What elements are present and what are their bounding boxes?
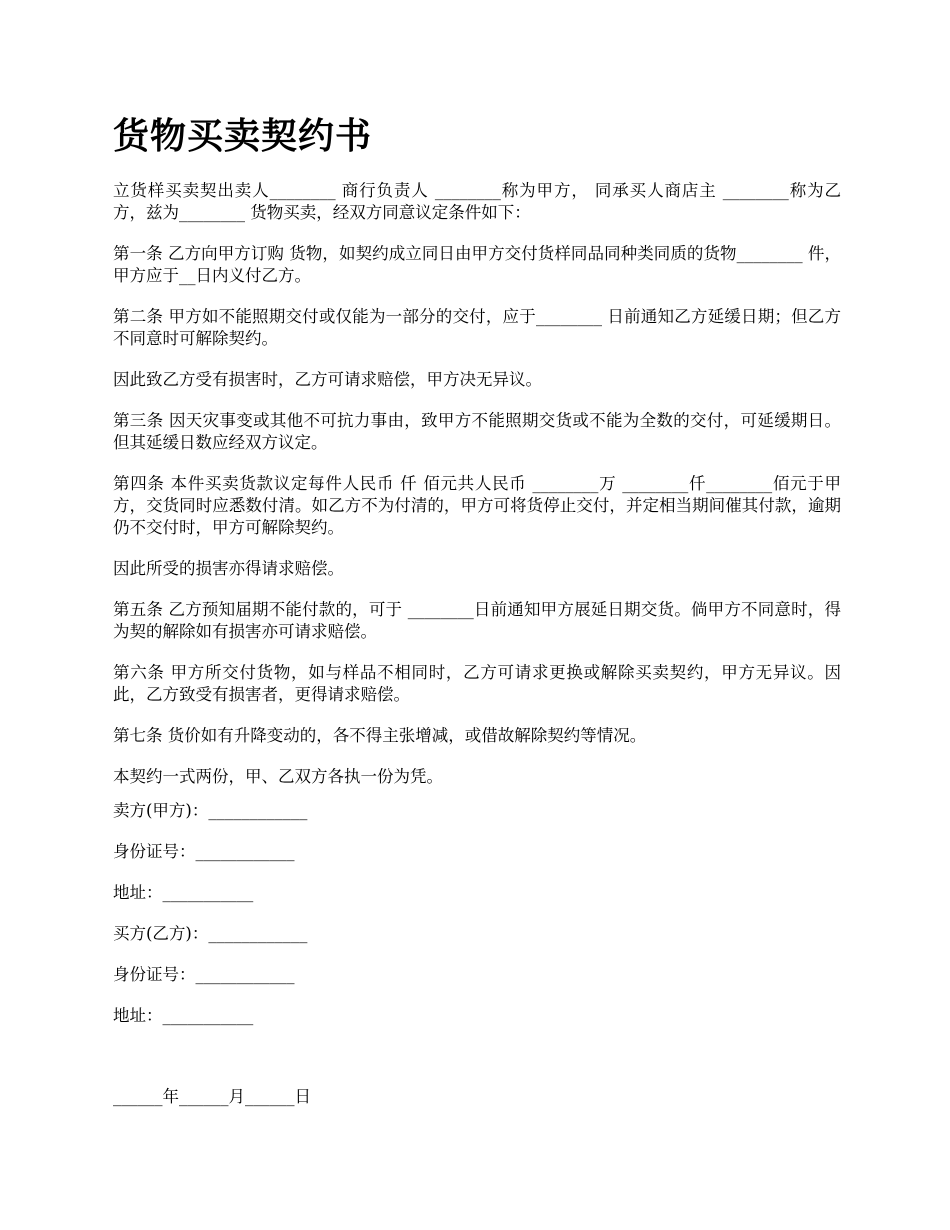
preamble-paragraph: 立货样买卖契出卖人________ 商行负责人 ________称为甲方， 同承买人商店主 ________称为乙方，兹为________ 货物买卖，经双方同意议定条件如下： [113, 181, 841, 222]
signature-block [113, 800, 841, 1046]
article-3-paragraph: 第三条 因天灾事变或其他不可抗力事由，致甲方不能照期交货或不能为全数的交付，可延缓期日。但其延缓日数应经双方议定。 [113, 411, 841, 452]
seller-signature-line: 卖方(甲方)：____________ [113, 801, 308, 820]
article-1-paragraph: 第一条 乙方向甲方订购 货物，如契约成立同日由甲方交付货样同品同种类同质的货物________ 件，甲方应于__日内义付乙方。 [113, 244, 841, 285]
document-title: 货物买卖契约书 [113, 115, 373, 157]
copies-paragraph: 本契约一式两份，甲、乙双方各执一份为凭。 [113, 767, 443, 786]
seller-address-line: 地址：___________ [113, 883, 254, 902]
seller-id-line: 身份证号：____________ [113, 842, 295, 861]
buyer-signature-line: 买方(乙方)：____________ [113, 924, 308, 943]
article-5-paragraph: 第五条 乙方预知届期不能付款的，可于 ________日前通知甲方展延日期交货。倘甲方不同意时，得为契的解除如有损害亦可请求赔偿。 [113, 600, 841, 641]
article-4-note-paragraph: 因此所受的损害亦得请求赔偿。 [113, 559, 344, 578]
article-7-paragraph: 第七条 货价如有升降变动的，各不得主张增减，或借故解除契约等情况。 [113, 726, 647, 745]
buyer-id-line: 身份证号：____________ [113, 965, 295, 984]
article-2-note-paragraph: 因此致乙方受有损害时，乙方可请求赔偿，甲方决无异议。 [113, 370, 542, 389]
article-6-paragraph: 第六条 甲方所交付货物，如与样品不相同时，乙方可请求更换或解除买卖契约，甲方无异议。因此，乙方致受有损害者，更得请求赔偿。 [113, 663, 841, 704]
article-2-paragraph: 第二条 甲方如不能照期交付或仅能为一部分的交付，应于________ 日前通知乙方延缓日期；但乙方不同意时可解除契约。 [113, 307, 841, 348]
contract-body [113, 180, 841, 807]
date-line: ______年______月______日 [113, 1087, 311, 1106]
buyer-address-line: 地址：___________ [113, 1006, 254, 1025]
article-4-paragraph: 第四条 本件买卖货款议定每件人民币 仟 佰元共人民币 ________万 ________仟________佰元于甲方，交货同时应悉数付清。如乙方不为付清的，甲方可将货停止交付，并定相当期间催其付款，逾期仍不交付时，甲方可解除契约。 [113, 474, 841, 537]
